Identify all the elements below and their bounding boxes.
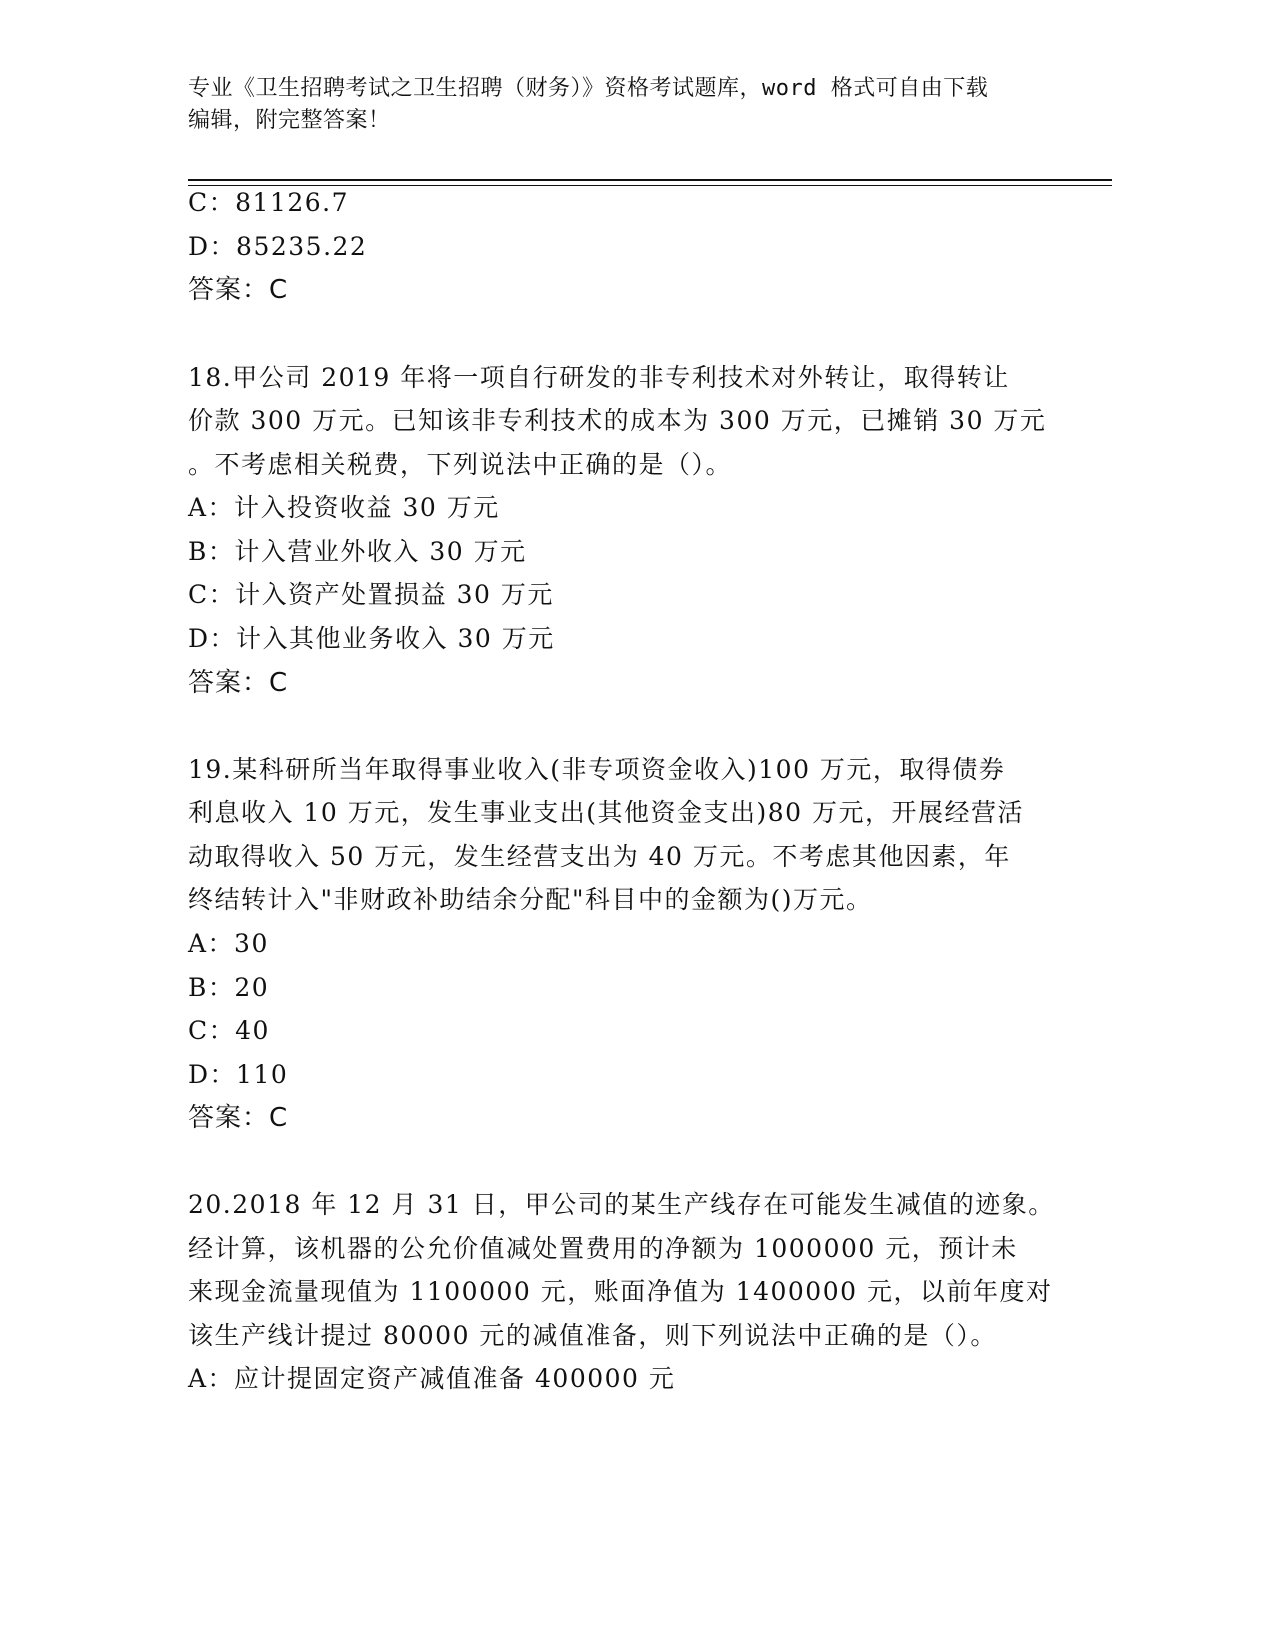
prev-option-c: C：81126.7 xyxy=(188,188,350,217)
q19-option-c: C：40 xyxy=(188,1016,270,1045)
q20-text-line: 该生产线计提过 80000 元的减值准备，则下列说法中正确的是（）。 xyxy=(188,1321,997,1350)
q18-answer: 答案：C xyxy=(188,668,289,698)
q20-text-line: 20.2018 年 12 月 31 日，甲公司的某生产线存在可能发生减值的迹象。 xyxy=(188,1190,1055,1219)
q19-answer: 答案：C xyxy=(188,1103,289,1133)
q18-text-line: 价款 300 万元。已知该非专利技术的成本为 300 万元，已摊销 30 万元 xyxy=(188,406,1047,435)
document-header xyxy=(188,73,1088,137)
q19-text-line: 动取得收入 50 万元，发生经营支出为 40 万元。不考虑其他因素，年 xyxy=(188,842,1011,871)
q18-option-d: D：计入其他业务收入 30 万元 xyxy=(188,624,555,653)
q18-option-a: A：计入投资收益 30 万元 xyxy=(188,493,500,522)
q20-text-line: 经计算，该机器的公允价值减处置费用的净额为 1000000 元，预计未 xyxy=(188,1234,1018,1263)
q20-option-a: A：应计提固定资产减值准备 400000 元 xyxy=(188,1364,676,1393)
q18-option-c: C：计入资产处置损益 30 万元 xyxy=(188,580,554,609)
q19-text-line: 利息收入 10 万元，发生事业支出(其他资金支出)80 万元，开展经营活 xyxy=(188,798,1024,827)
header-line-2: 编辑，附完整答案！ xyxy=(188,108,391,133)
q19-option-a: A：30 xyxy=(188,929,269,958)
header-line-1: 专业《卫生招聘考试之卫生招聘（财务）》资格考试题库，word 格式可自由下载 xyxy=(188,76,989,101)
header-divider-thin xyxy=(188,185,1112,186)
q18-option-b: B：计入营业外收入 30 万元 xyxy=(188,537,527,566)
q18-text-line: 。不考虑相关税费，下列说法中正确的是（）。 xyxy=(188,450,733,479)
q19-text-line: 19.某科研所当年取得事业收入(非专项资金收入)100 万元，取得债券 xyxy=(188,755,1006,784)
header-divider-thick xyxy=(188,179,1112,181)
prev-answer: 答案：C xyxy=(188,275,289,305)
prev-option-d: D：85235.22 xyxy=(188,232,368,261)
q20-text-line: 来现金流量现值为 1100000 元，账面净值为 1400000 元，以前年度对 xyxy=(188,1277,1053,1306)
q19-text-line: 终结转计入"非财政补助结余分配"科目中的金额为()万元。 xyxy=(188,885,873,914)
q18-text-line: 18.甲公司 2019 年将一项自行研发的非专利技术对外转让，取得转让 xyxy=(188,363,1010,392)
q19-option-d: D：110 xyxy=(188,1060,289,1089)
q19-option-b: B：20 xyxy=(188,973,270,1002)
